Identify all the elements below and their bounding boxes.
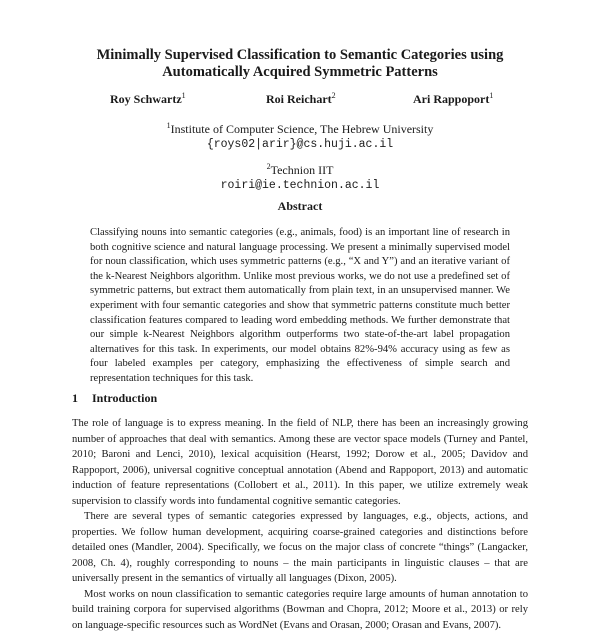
paragraph: Most works on noun classification to semantic categories require large amounts of human annotation to build training corpora for supervised algorithms (Bowman and Chopra, 2012; Moore et al., 2013) or rely on language-specific resources such as WordNet (Evans and Orasan, 2000; Orasan and Evans, 2007).	[72, 587, 528, 633]
author-affiliation-mark: 2	[332, 91, 336, 100]
paragraph: The role of language is to express meaning. In the field of NLP, there has been an increasingly growing number of approaches that deal with semantics. Among these are vector space models (Turney and Pantel, 2010; Baroni and Lenci, 2010), lexical acquisition (Hearst, 1992; Dorow et al., 2005; Davidov and Rappoport, 2006), universal cognitive conceptual annotation (Abend and Rappoport, 2013) and automatic induction of feature representations (Collobert et al., 2011). In this paper, we utilize extremely weak supervision to classify words into fundamental cognitive semantic categories.	[72, 416, 528, 509]
abstract-text: Classifying nouns into semantic categories (e.g., animals, food) is an important line of research in both cognitive science and natural language processing. We present a minimally supervised model for noun classification, which uses symmetric patterns (e.g., “X and Y”) and an iterative variant of the k-Nearest Neighbors algorithm. Unlike most previous works, we do not use a predefined set of symmetric patterns, but extract them automatically from plain text, in an unsupervised manner. We experiment with four semantic categories and show that symmetric patterns constitute much better classification features compared to leading word embedding methods. We further demonstrate that our simple k-Nearest Neighbors algorithm outperforms two state-of-the-art label propagation alternatives for this task. In experiments, our model obtains 82%-94% accuracy using as few as four labeled examples per category, emphasizing the effectiveness of simple search and representation techniques for this task.	[90, 226, 510, 387]
section-title: Introduction	[92, 391, 157, 405]
title-line-1: Minimally Supervised Classification to Semantic Categories using	[60, 47, 540, 64]
affiliation-1	[100, 118, 500, 152]
section-heading	[72, 391, 157, 406]
paragraph: There are several types of semantic categories expressed by languages, e.g., objects, actions, and properties. We follow human development, acquiring coarse-grained categories and distinctions before detailed ones (Mandler, 2004). Specifically, we focus on the major class of concrete “things” (Langacker, 2008, Ch. 4), roughly corresponding to nouns – the main participants in linguistic clauses – that are universally present in the semantics of virtually all languages (Dixon, 2005).	[72, 509, 528, 587]
author-affiliation-mark: 1	[182, 91, 186, 100]
author-name: Roy Schwartz	[110, 92, 182, 106]
author-1	[110, 91, 186, 107]
author-3	[413, 91, 493, 107]
affiliation-institution: Institute of Computer Science, The Hebrew University	[171, 122, 434, 136]
affiliation-2	[100, 159, 500, 193]
author-2	[266, 91, 336, 107]
author-name: Ari Rappoport	[413, 92, 489, 106]
author-name: Roi Reichart	[266, 92, 332, 106]
abstract-heading: Abstract	[0, 199, 600, 214]
paper-title	[60, 47, 540, 81]
author-affiliation-mark: 1	[489, 91, 493, 100]
title-line-2: Automatically Acquired Symmetric Patterns	[60, 64, 540, 81]
affiliation-email: {roys02|arir}@cs.huji.ac.il	[100, 137, 500, 152]
affiliation-mark: 2	[267, 162, 271, 171]
affiliation-email: roiri@ie.technion.ac.il	[100, 178, 500, 193]
section-number: 1	[72, 391, 92, 406]
affiliation-institution: Technion IIT	[271, 163, 334, 177]
section-body	[72, 416, 528, 633]
affiliation-mark: 1	[167, 121, 171, 130]
